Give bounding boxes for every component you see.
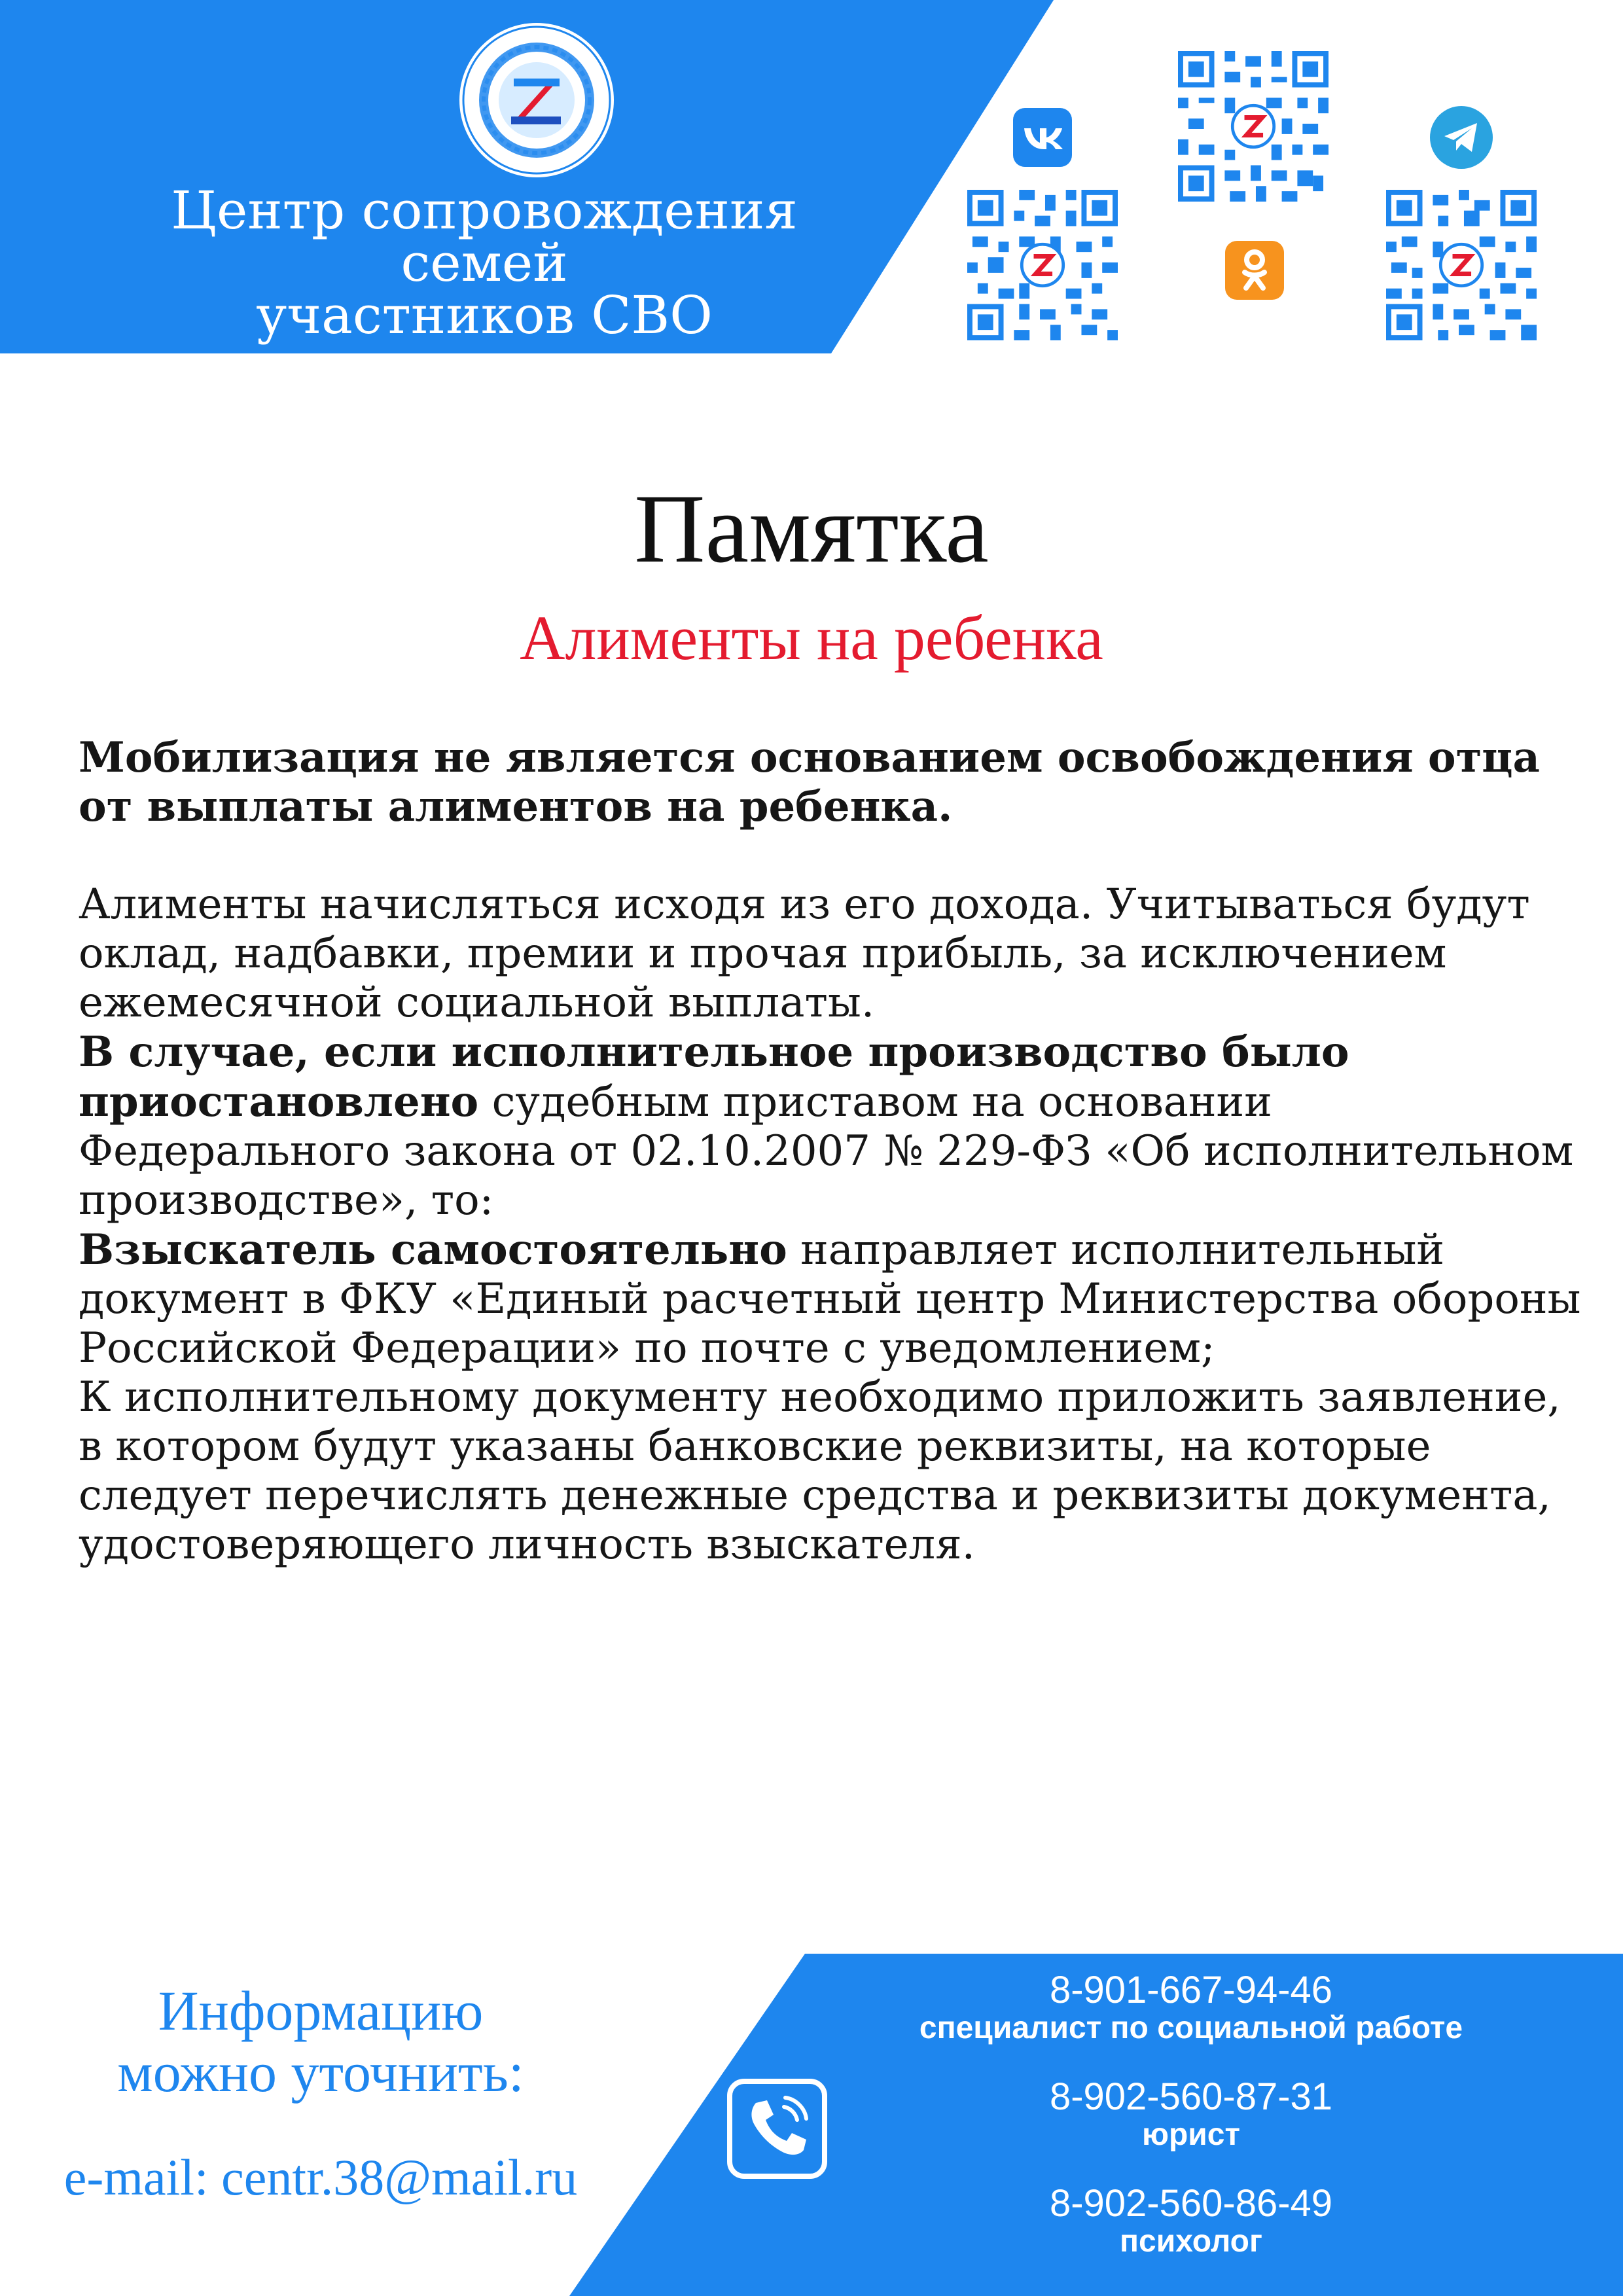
phone-number[interactable]: 8-901-667-94-46 xyxy=(1049,1969,1333,2011)
suspension-text: судебным приставом на основании Федерального закона от 02.10.2007 № 229-ФЗ «Об исполнительном производстве», то: xyxy=(79,1078,1574,1225)
paragraph-spacer xyxy=(79,831,1584,880)
org-name-line-2: семей xyxy=(401,232,568,293)
contact-role: психолог xyxy=(1120,2224,1262,2259)
center-emblem-icon xyxy=(455,18,618,182)
info-line-1: Информацию xyxy=(158,1979,484,2042)
contact-role: юрист xyxy=(1141,2117,1241,2152)
suspension-emphasis: В случае, если исполнительное производство было приостановлено xyxy=(79,1028,1349,1126)
phone-number[interactable]: 8-902-560-87-31 xyxy=(1049,2075,1333,2118)
suspension-paragraph xyxy=(79,1028,1584,1225)
qr-code-telegram-icon[interactable] xyxy=(1386,190,1537,340)
org-name-line-1: Центр сопровождения xyxy=(171,180,798,241)
memo-body xyxy=(79,733,1584,1570)
contact-psychologist xyxy=(857,2183,1525,2290)
claimant-emphasis: Взыскатель самостоятельно xyxy=(79,1225,787,1274)
telegram-icon[interactable] xyxy=(1430,106,1493,169)
claimant-paragraph xyxy=(79,1225,1584,1373)
page-title: Памятка xyxy=(634,475,989,583)
contact-lawyer xyxy=(857,2077,1525,2183)
claimant-text: направляет исполнительный документ в ФКУ «Единый расчетный центр Министерства обороны Российской Федерации» по почте с уведомлением; xyxy=(79,1226,1581,1372)
qr-code-ok-icon[interactable] xyxy=(1178,51,1329,202)
attachment-paragraph: К исполнительному документу необходимо приложить заявление, в котором будут указаны банковские реквизиты, на которые следует перечислять денежные средства и реквизиты документа, удостоверяющего личность взыскателя. xyxy=(79,1373,1561,1569)
info-line-2: можно уточнить: xyxy=(117,2041,524,2104)
phone-number[interactable]: 8-902-560-86-49 xyxy=(1049,2182,1333,2225)
ok-icon[interactable] xyxy=(1225,241,1284,300)
organization-name xyxy=(98,180,870,346)
vk-icon[interactable] xyxy=(1013,108,1072,167)
contacts-list xyxy=(857,1970,1525,2290)
page-subtitle: Алименты на ребенка xyxy=(520,603,1103,673)
org-name-line-3: участников СВО xyxy=(256,285,713,346)
info-label xyxy=(26,1980,615,2103)
phone-icon xyxy=(726,2078,828,2179)
email-link[interactable]: e-mail: centr.38@mail.ru xyxy=(63,2149,578,2206)
income-paragraph: Алименты начисляться исходя из его дохода. Учитываться будут оклад, надбавки, премии и прочая прибыль, за исключением ежемесячной социальной выплаты. xyxy=(79,880,1530,1027)
contact-role: специалист по социальной работе xyxy=(919,2011,1463,2045)
lead-paragraph: Мобилизация не является основанием освобождения отца от выплаты алиментов на ребенка. xyxy=(79,733,1540,831)
contact-social-worker xyxy=(857,1970,1525,2077)
qr-code-vk-icon[interactable] xyxy=(967,190,1118,340)
